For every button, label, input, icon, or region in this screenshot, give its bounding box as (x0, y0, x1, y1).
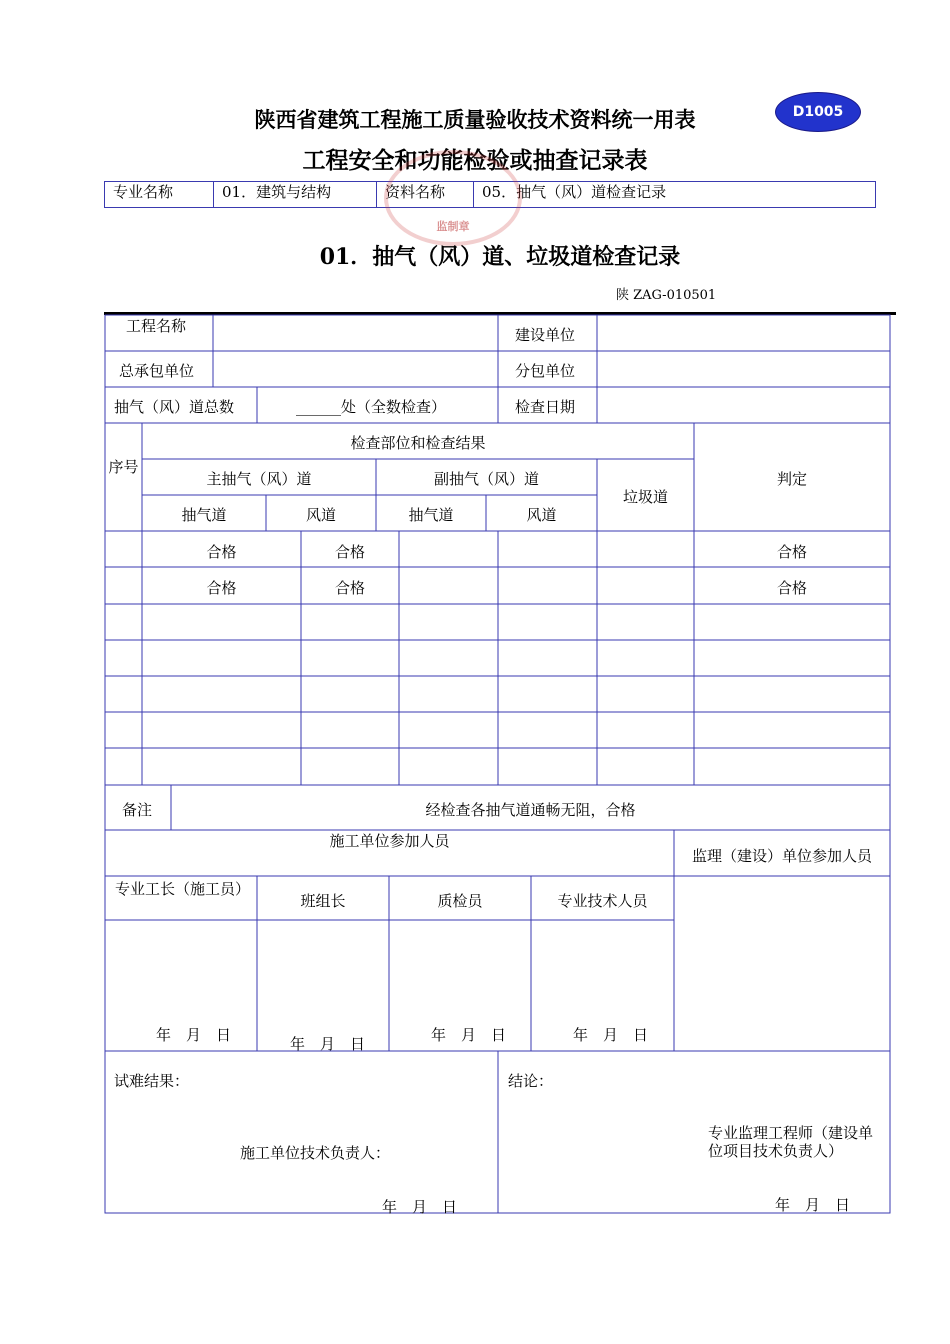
supervisor-label: 专业监理工程师（建设单位项目技术负责人） (708, 1124, 874, 1160)
specialty-label: 专业名称 (105, 182, 214, 208)
remark-label: 备注 (122, 801, 153, 819)
technician-date: 年 月 日 (573, 1026, 649, 1044)
sub-wind-header: 风道 (526, 506, 557, 524)
seq-header: 序号 (108, 458, 139, 476)
duct-total-suffix: 处（全数检查） (341, 398, 447, 416)
main-exhaust-header: 抽气道 (181, 506, 227, 524)
row1-judge: 合格 (776, 543, 807, 561)
specialty-value: 01．建筑与结构 (214, 182, 377, 208)
judge-header: 判定 (776, 470, 807, 488)
main-wind-header: 风道 (305, 506, 336, 524)
technician-label: 专业技术人员 (557, 892, 648, 910)
check-header: 检查部位和检查结果 (350, 434, 486, 452)
title-line1: 陕西省建筑工程施工质量验收技术资料统一用表 (254, 107, 696, 132)
team-leader-date: 年 月 日 (290, 1035, 366, 1053)
title-line2: 工程安全和功能检验或抽查记录表 (302, 147, 648, 174)
supervision-date: 年 月 日 (775, 1196, 851, 1214)
subcontractor-label: 分包单位 (515, 362, 576, 380)
record-code: 陕 ZAG-010501 (616, 288, 717, 303)
supervision-stamp: 监制章 (384, 150, 522, 246)
duct-total-label: 抽气（风）道总数 (114, 398, 235, 416)
remark-text: 经检查各抽气道通畅无阻，合格 (425, 801, 636, 819)
conclusion-label: 结论： (508, 1072, 554, 1090)
foreman-label: 专业工长（施工员） (115, 880, 251, 898)
sub-duct-header: 副抽气（风）道 (433, 470, 539, 488)
garbage-header: 垃圾道 (622, 488, 668, 506)
sub-exhaust-header: 抽气道 (408, 506, 454, 524)
project-name-label: 工程名称 (126, 317, 187, 335)
inspector-label: 质检员 (437, 892, 483, 910)
row1-col2: 合格 (334, 543, 365, 561)
row2-col2: 合格 (334, 579, 365, 597)
row2-judge: 合格 (776, 579, 807, 597)
doc-label: 资料名称 (377, 182, 474, 208)
general-contractor-label: 总承包单位 (119, 362, 195, 380)
duct-total-blank: ______ (296, 398, 341, 416)
construction-personnel-label: 施工单位参加人员 (329, 832, 450, 850)
check-date-label: 检查日期 (515, 398, 576, 416)
result-label: 试难结果： (114, 1072, 190, 1090)
team-leader-label: 班组长 (300, 892, 346, 910)
duct-total-value (296, 396, 446, 417)
tech-leader-label: 施工单位技术负责人： (240, 1144, 391, 1162)
main-duct-header: 主抽气（风）道 (206, 470, 312, 488)
supervision-personnel-label: 监理（建设）单位参加人员 (691, 847, 872, 865)
row1-col1: 合格 (206, 543, 237, 561)
record-title: 01．抽气（风）道、垃圾道检查记录 (319, 244, 681, 270)
builder-label: 建设单位 (515, 326, 576, 344)
foreman-date: 年 月 日 (156, 1026, 232, 1044)
inspector-date: 年 月 日 (431, 1026, 507, 1044)
construction-date: 年 月 日 (382, 1198, 458, 1216)
row2-col1: 合格 (206, 579, 237, 597)
doc-value: 05．抽气（风）道检查记录 (474, 182, 876, 208)
form-code-badge: D1005 (775, 92, 861, 132)
